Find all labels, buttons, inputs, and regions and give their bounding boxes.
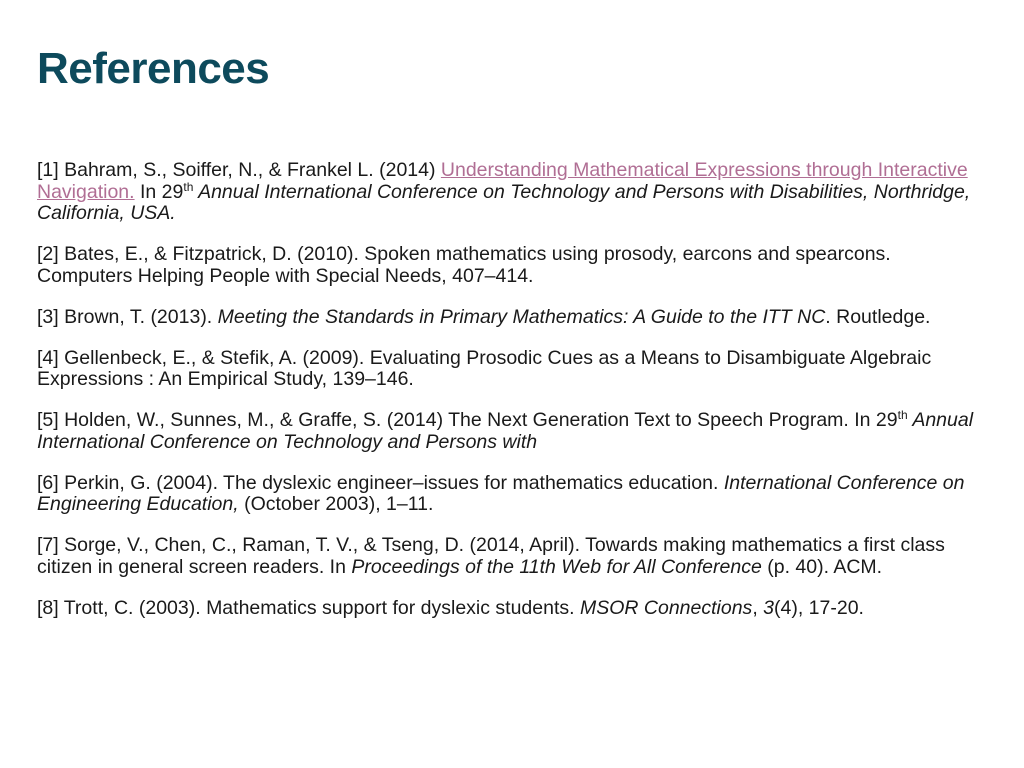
reference-venue: Annual International Conference on Technology and Persons with Disabilities, Northridge, California, USA. bbox=[37, 180, 971, 224]
reference-authors: [8] Trott, C. (2003). Mathematics support for dyslexic students. bbox=[37, 596, 580, 619]
slide-title: References bbox=[37, 44, 270, 93]
reference-item-3 bbox=[37, 307, 987, 329]
reference-authors: [7] Sorge, V., Chen, C., Raman, T. V., & Tseng, D. (2014, April). Towards making mathematics a first class citizen in general screen readers. In bbox=[37, 534, 945, 578]
reference-list bbox=[37, 160, 987, 639]
reference-venue: Annual International Conference on Technology and Persons with bbox=[37, 409, 974, 453]
reference-authors: [6] Perkin, G. (2004). The dyslexic engineer–issues for mathematics education. bbox=[37, 471, 724, 494]
reference-item-6 bbox=[37, 473, 987, 516]
reference-pages: (4), 17-20. bbox=[774, 596, 864, 619]
reference-item-2 bbox=[37, 244, 987, 287]
reference-volume: 3 bbox=[763, 596, 775, 619]
reference-pages: (p. 40). ACM. bbox=[761, 555, 883, 578]
reference-item-4 bbox=[37, 348, 987, 391]
reference-venue: Proceedings of the 11th Web for All Conference bbox=[351, 555, 762, 578]
reference-authors: [1] Bahram, S., Soiffer, N., & Frankel L. (2014) bbox=[37, 159, 441, 181]
ordinal-suffix: th bbox=[897, 408, 908, 422]
reference-item-8 bbox=[37, 598, 987, 620]
reference-item-7 bbox=[37, 535, 987, 578]
ordinal-suffix: th bbox=[183, 179, 194, 194]
reference-journal: MSOR Connections bbox=[579, 596, 753, 619]
reference-text: In 29 bbox=[134, 180, 184, 203]
reference-text: [2] Bates, E., & Fitzpatrick, D. (2010). Spoken mathematics using prosody, earcons and spearcons. Computers Helping People with Special Needs, 407–414. bbox=[37, 243, 891, 287]
reference-item-5 bbox=[37, 410, 987, 453]
reference-separator: , bbox=[752, 596, 764, 619]
reference-item-1 bbox=[37, 160, 987, 225]
reference-text: [4] Gellenbeck, E., & Stefik, A. (2009). Evaluating Prosodic Cues as a Means to Disambiguate Algebraic Expressions : An Empirical Study, 139–146. bbox=[37, 346, 932, 390]
reference-publisher: . Routledge. bbox=[825, 305, 931, 328]
reference-book-title: Meeting the Standards in Primary Mathematics: A Guide to the ITT NC bbox=[217, 305, 826, 328]
reference-authors: [3] Brown, T. (2013). bbox=[37, 305, 218, 328]
reference-link[interactable]: Understanding Mathematical Expressions through Interactive Navigation. bbox=[37, 159, 968, 203]
reference-venue: International Conference on Engineering Education, bbox=[37, 471, 965, 515]
reference-authors: [5] Holden, W., Sunnes, M., & Graffe, S. (2014) The Next Generation Text to Speech Program. In 29 bbox=[37, 409, 898, 431]
reference-pages: (October 2003), 1–11. bbox=[238, 493, 434, 515]
